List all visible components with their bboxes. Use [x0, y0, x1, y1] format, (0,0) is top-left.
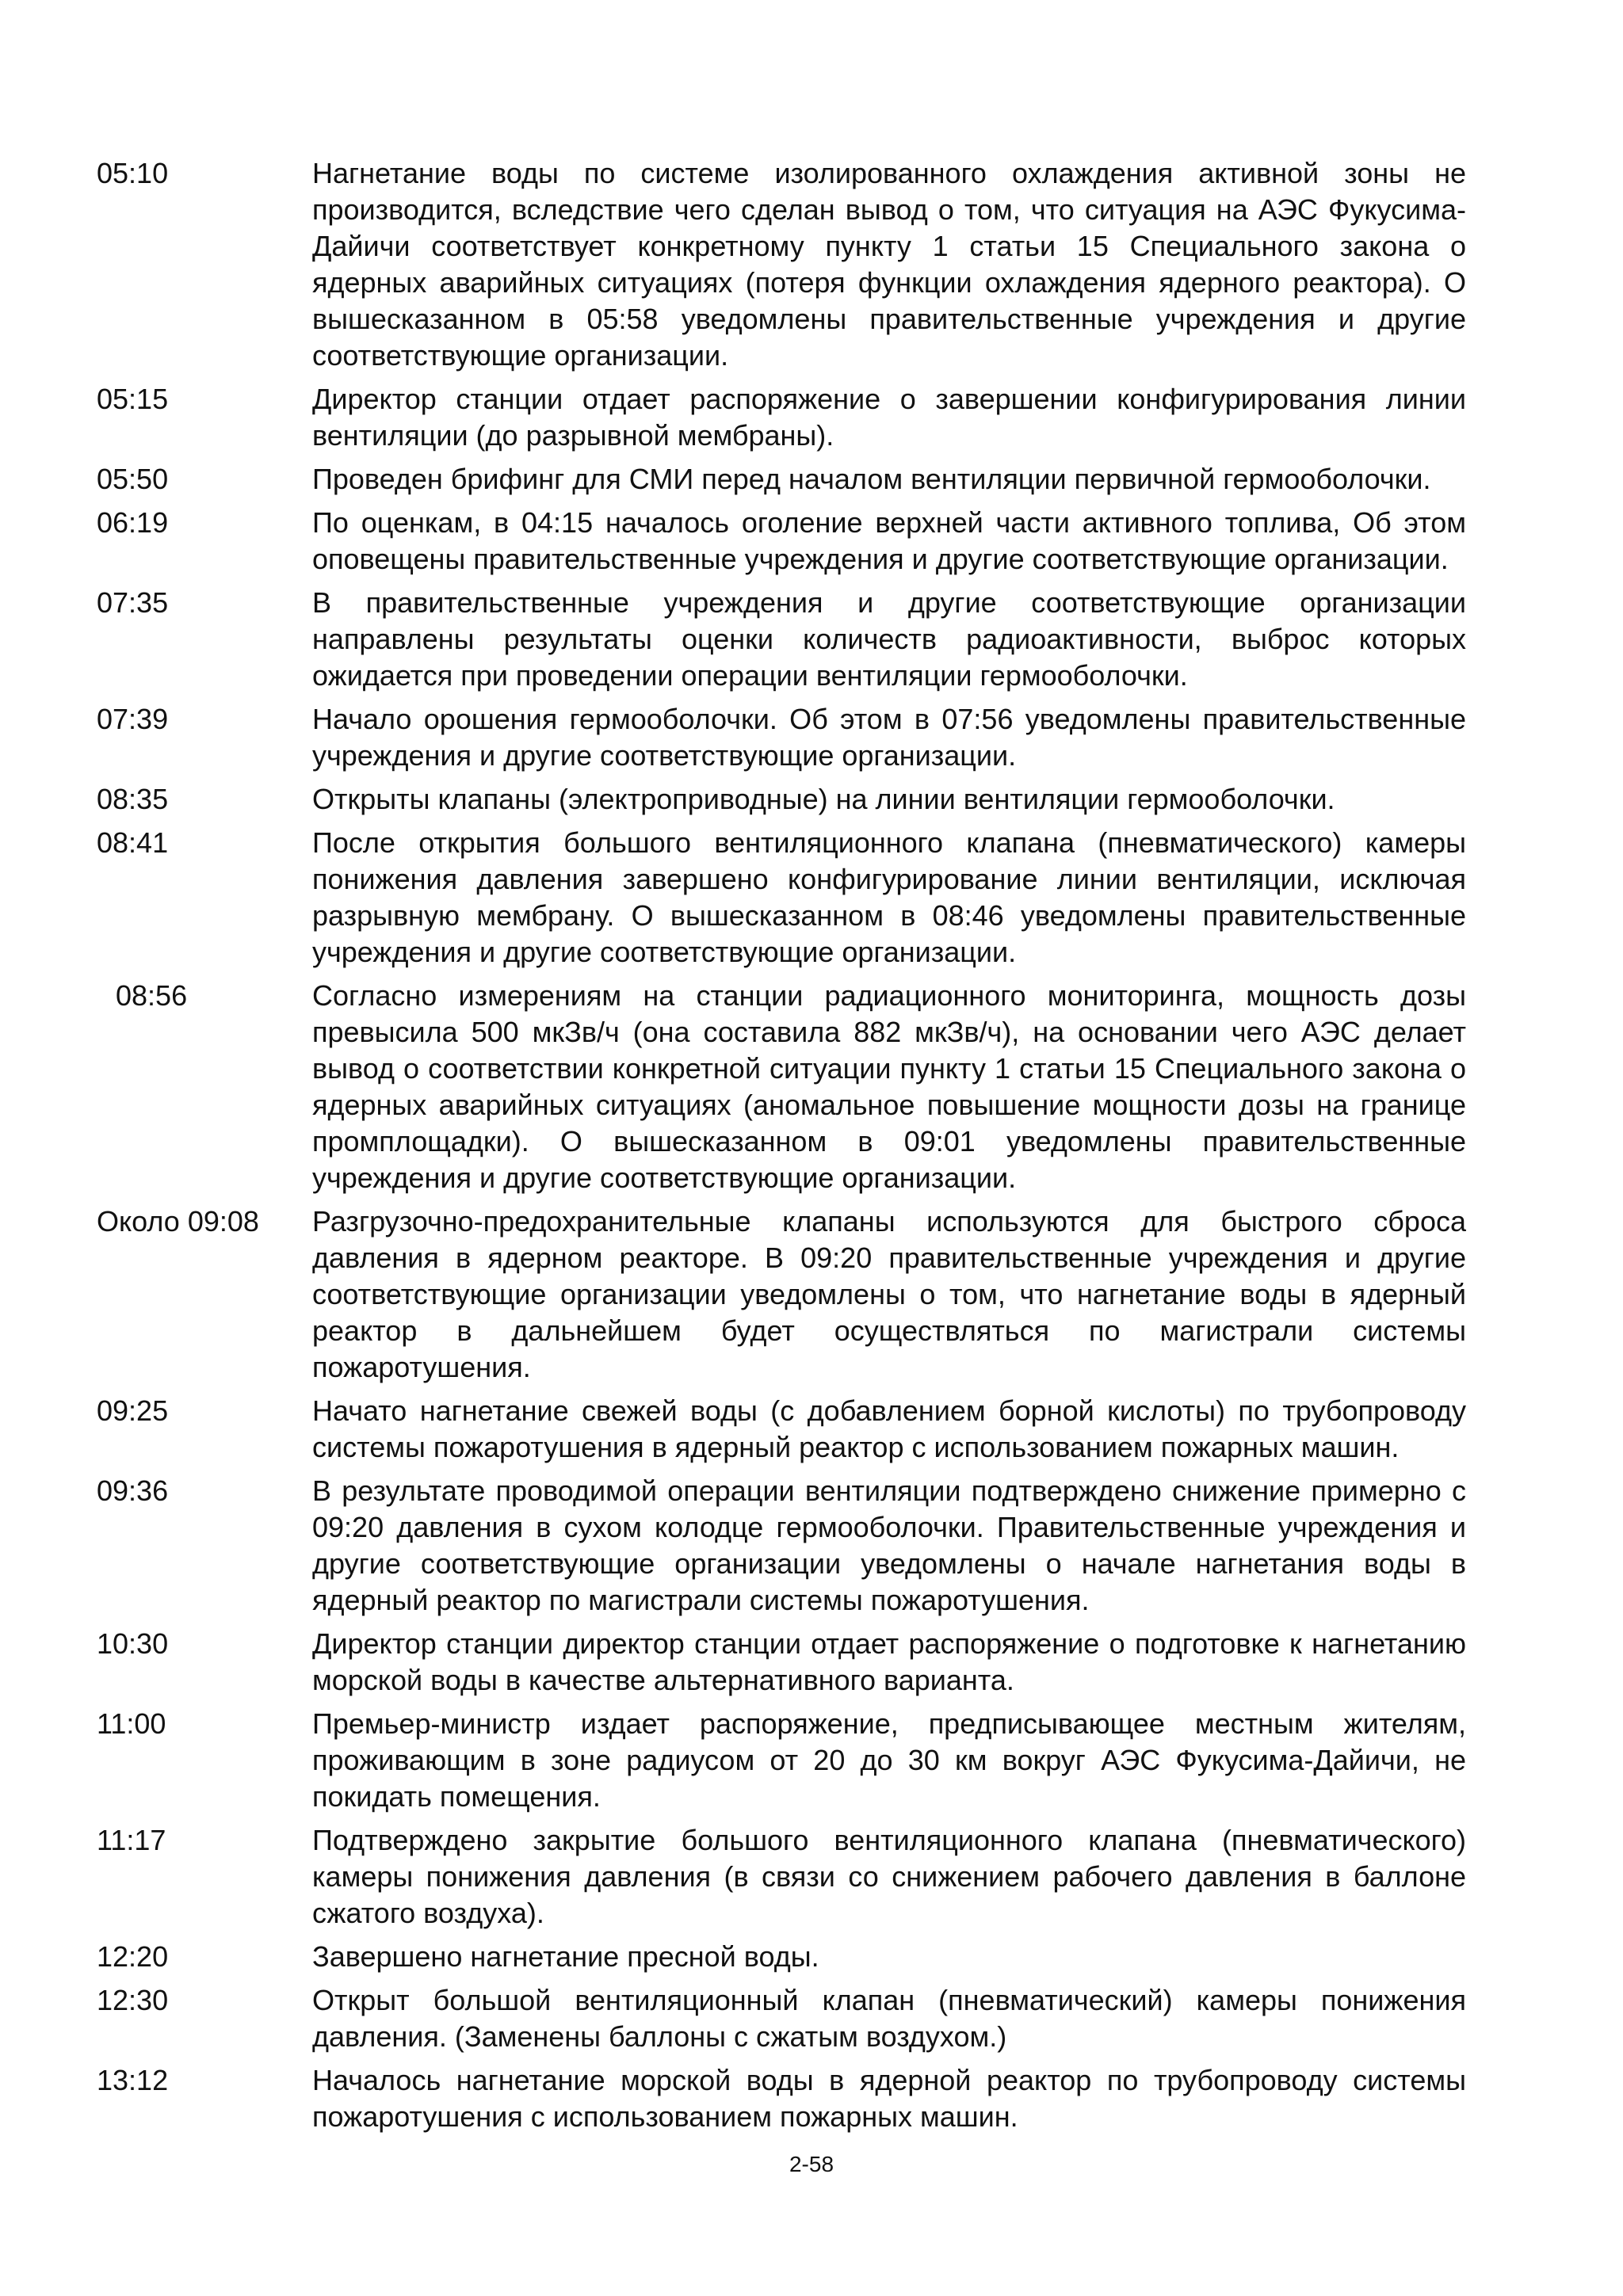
entry-time: 07:35 [97, 586, 169, 619]
chronology-entry [97, 2062, 1466, 2135]
entry-time: 05:10 [97, 157, 169, 189]
chronology-entry [97, 505, 1466, 578]
chronology-entry [97, 701, 1466, 774]
entry-time: Около 09:08 [97, 1205, 259, 1238]
entry-text: Согласно измерениям на станции радиационного мониторинга, мощность дозы превысила 500 мкЗв/ч (она составила 882 мкЗв/ч), на основании чего АЭС делает вывод о соответствии конкретной ситуации пункту 1 статьи 15 Специального закона о ядерных аварийных ситуациях (аномальное повышение мощности дозы на границе промплощадки). О вышесказанном в 09:01 уведомлены правительственные учреждения и другие соответствующие организации. [312, 979, 1466, 1194]
chronology-entry [97, 978, 1466, 1196]
entry-time: 10:30 [97, 1627, 169, 1660]
entry-time: 12:30 [97, 1984, 169, 2016]
entry-text: Директор станции директор станции отдает распоряжение о подготовке к нагнетанию морской воды в качестве альтернативного варианта. [312, 1627, 1466, 1696]
entry-text: Открыт большой вентиляционный клапан (пневматический) камеры понижения давления. (Заменены баллоны с сжатым воздухом.) [312, 1984, 1466, 2053]
chronology-entry [97, 825, 1466, 971]
entry-time: 06:19 [97, 506, 169, 539]
entry-time: 13:12 [97, 2064, 169, 2096]
entry-text: Директор станции отдает распоряжение о завершении конфигурирования линии вентиляции (до разрывной мембраны). [312, 383, 1466, 452]
entry-text: Разгрузочно-предохранительные клапаны используются для быстрого сброса давления в ядерном реакторе. В 09:20 правительственные учреждения и другие соответствующие организации уведомлены о том, что нагнетание воды в ядерный реактор в дальнейшем будет осуществляться по магистрали системы пожаротушения. [312, 1205, 1466, 1383]
chronology-entry [97, 1706, 1466, 1815]
entry-time: 07:39 [97, 703, 169, 735]
entry-time: 05:15 [97, 383, 169, 415]
entry-time: 08:56 [116, 979, 188, 1012]
entry-time: 09:25 [97, 1394, 169, 1427]
entry-time: 08:35 [97, 783, 169, 815]
entry-time: 12:20 [97, 1940, 169, 1973]
entry-text: Открыты клапаны (электроприводные) на линии вентиляции гермооболочки. [312, 783, 1335, 815]
page-number: 2-58 [789, 2152, 834, 2176]
chronology-entry [97, 381, 1466, 454]
entry-time: 05:50 [97, 463, 169, 495]
entry-time: 08:41 [97, 826, 169, 859]
chronology-entry [97, 585, 1466, 694]
entry-time: 09:36 [97, 1474, 169, 1507]
entry-text: Нагнетание воды по системе изолированного охлаждения активной зоны не производится, вследствие чего сделан вывод о том, что ситуация на АЭС Фукусима-Дайичи соответствует конкретному пункту 1 статьи 15 Специального закона о ядерных аварийных ситуациях (потеря функции охлаждения ядерного реактора). О вышесказанном в 05:58 уведомлены правительственные учреждения и другие соответствующие организации. [312, 157, 1466, 372]
chronology-entry [97, 781, 1466, 818]
chronology-entry [97, 461, 1466, 498]
entry-text: Завершено нагнетание пресной воды. [312, 1940, 819, 1973]
chronology-entry [97, 1473, 1466, 1619]
chronology-entry [97, 1982, 1466, 2055]
entry-time: 11:17 [97, 1824, 166, 1856]
entry-text: Подтверждено закрытие большого вентиляционного клапана (пневматического) камеры понижения давления (в связи со снижением рабочего давления в баллоне сжатого воздуха). [312, 1824, 1466, 1929]
entry-text: Проведен брифинг для СМИ перед началом вентиляции первичной гермооболочки. [312, 463, 1431, 495]
entry-text: Началось нагнетание морской воды в ядерной реактор по трубопроводу системы пожаротушения с использованием пожарных машин. [312, 2064, 1466, 2133]
entry-text: Премьер-министр издает распоряжение, предписывающее местным жителям, проживающим в зоне радиусом от 20 до 30 км вокруг АЭС Фукусима-Дайичи, не покидать помещения. [312, 1707, 1466, 1813]
entry-text: В результате проводимой операции вентиляции подтверждено снижение примерно с 09:20 давления в сухом колодце гермооболочки. Правительственные учреждения и другие соответствующие организации уведомлены о начале нагнетания воды в ядерный реактор по магистрали системы пожаротушения. [312, 1474, 1466, 1616]
entry-text: По оценкам, в 04:15 началось оголение верхней части активного топлива, Об этом оповещены правительственные учреждения и другие соответствующие организации. [312, 506, 1466, 575]
chronology-list [97, 155, 1466, 2142]
chronology-entry [97, 155, 1466, 374]
entry-text: После открытия большого вентиляционного клапана (пневматического) камеры понижения давления завершено конфигурирование линии вентиляции, исключая разрывную мембрану. О вышесказанном в 08:46 уведомлены правительственные учреждения и другие соответствующие организации. [312, 826, 1466, 968]
entry-time: 11:00 [97, 1707, 166, 1740]
entry-text: В правительственные учреждения и другие соответствующие организации направлены результаты оценки количеств радиоактивности, выброс которых ожидается при проведении операции вентиляции гермооболочки. [312, 586, 1466, 692]
entry-text: Начало орошения гермооболочки. Об этом в 07:56 уведомлены правительственные учреждения и другие соответствующие организации. [312, 703, 1466, 772]
chronology-entry [97, 1203, 1466, 1386]
chronology-entry [97, 1822, 1466, 1932]
chronology-entry [97, 1393, 1466, 1466]
chronology-entry [97, 1626, 1466, 1699]
entry-text: Начато нагнетание свежей воды (с добавлением борной кислоты) по трубопроводу системы пожаротушения в ядерный реактор с использованием пожарных машин. [312, 1394, 1466, 1463]
chronology-entry [97, 1939, 1466, 1975]
